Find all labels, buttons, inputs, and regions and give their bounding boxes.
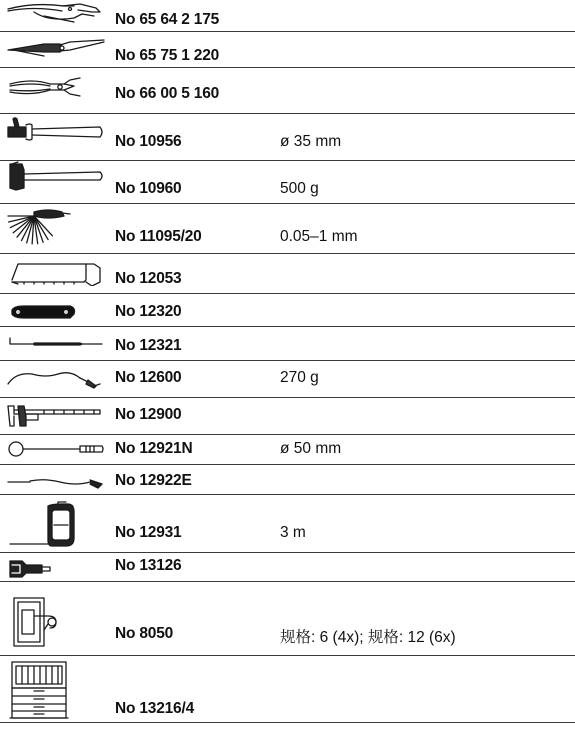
item-spec: 0.05–1 mm bbox=[280, 228, 358, 245]
item-number: No 12900 bbox=[115, 406, 182, 423]
item-number: No 12922E bbox=[115, 472, 192, 489]
locking-pliers-icon bbox=[4, 0, 106, 28]
item-number: No 65 64 2 175 bbox=[115, 11, 220, 28]
tool-chest-icon bbox=[4, 658, 106, 722]
item-number: No 12053 bbox=[115, 270, 182, 287]
flashlight-icon bbox=[4, 555, 106, 579]
item-number: No 13216/4 bbox=[115, 700, 194, 717]
list-item bbox=[0, 327, 575, 361]
list-item bbox=[0, 553, 575, 582]
machinist-hammer-icon bbox=[4, 160, 106, 196]
item-number: No 8050 bbox=[115, 625, 174, 642]
list-item bbox=[0, 361, 575, 398]
list-item bbox=[0, 161, 575, 204]
list-item bbox=[0, 656, 575, 723]
ball-pein-hammer-icon bbox=[4, 113, 106, 149]
item-spec: 270 g bbox=[280, 369, 319, 386]
item-number: No 12320 bbox=[115, 303, 182, 320]
long-nose-pliers-icon bbox=[4, 36, 106, 62]
tape-measure-icon bbox=[4, 500, 106, 552]
item-number: No 10956 bbox=[115, 133, 182, 150]
item-number: No 13126 bbox=[115, 557, 182, 574]
item-spec: ø 35 mm bbox=[280, 133, 342, 150]
item-spec: 3 m bbox=[280, 524, 306, 541]
item-spec: 500 g bbox=[280, 180, 319, 197]
item-spec: 规格: 6 (4x); 规格: 12 (6x) bbox=[280, 629, 456, 646]
item-spec: ø 50 mm bbox=[280, 440, 342, 457]
list-item bbox=[0, 0, 575, 32]
item-number: No 12931 bbox=[115, 524, 182, 541]
list-item bbox=[0, 32, 575, 68]
feeler-gauge-icon bbox=[4, 206, 106, 246]
wall-hook-icon bbox=[4, 590, 106, 650]
list-item bbox=[0, 294, 575, 327]
magnetic-pickup-tool-icon bbox=[4, 364, 106, 390]
item-number: No 65 75 1 220 bbox=[115, 47, 220, 64]
list-item bbox=[0, 68, 575, 114]
item-number: No 12321 bbox=[115, 337, 182, 354]
item-number: No 66 00 5 160 bbox=[115, 85, 220, 102]
list-item bbox=[0, 582, 575, 656]
item-number: No 12921N bbox=[115, 440, 193, 457]
combination-pliers-icon bbox=[4, 72, 106, 106]
scriber-icon bbox=[4, 334, 106, 352]
list-item bbox=[0, 435, 575, 465]
list-item bbox=[0, 495, 575, 553]
item-number: No 10960 bbox=[115, 180, 182, 197]
vernier-caliper-icon bbox=[4, 400, 106, 432]
list-item bbox=[0, 398, 575, 435]
list-item bbox=[0, 465, 575, 495]
list-item bbox=[0, 114, 575, 161]
inspection-mirror-icon bbox=[4, 437, 106, 461]
list-item bbox=[0, 254, 575, 294]
item-number: No 11095/20 bbox=[115, 228, 202, 245]
flexible-pickup-tool-icon bbox=[4, 470, 106, 492]
list-item bbox=[0, 204, 575, 254]
hacksaw-icon bbox=[4, 258, 106, 286]
item-number: No 12600 bbox=[115, 369, 182, 386]
pocket-knife-icon bbox=[4, 300, 106, 324]
